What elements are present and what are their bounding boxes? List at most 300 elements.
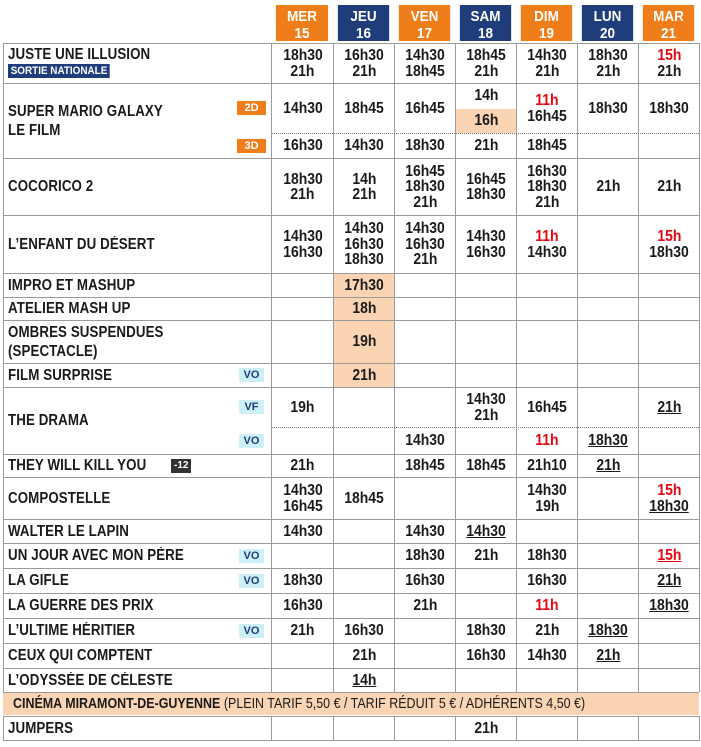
film-title: OMBRES SUSPENDUES — [8, 323, 164, 341]
showtime: 18h45 — [527, 137, 567, 155]
showtime: 16h30 — [282, 243, 323, 261]
showtime: 18h30 — [649, 99, 689, 117]
showtime-cell — [639, 478, 699, 519]
showtime-cell — [456, 109, 516, 133]
column-divider — [3, 43, 4, 692]
showtime: 18h30 — [649, 597, 689, 615]
showtime-cell — [334, 717, 394, 740]
film-title: UN JOUR AVEC MON PÈRE — [8, 547, 184, 564]
showtime: 14h30 — [405, 522, 445, 540]
film-title: JUMPERS — [8, 719, 74, 737]
showtime-cell — [639, 644, 699, 668]
showtime-cell — [639, 159, 699, 215]
column-divider — [577, 43, 578, 692]
showtime: 14h30 — [282, 482, 323, 499]
day-number: 20 — [599, 25, 616, 42]
showtime-cell — [456, 321, 516, 363]
film-title: THE DRAMA — [8, 412, 89, 429]
showtime-cell — [639, 216, 699, 273]
showtime-cell — [272, 428, 333, 454]
showtime: 14h30 — [527, 482, 567, 499]
showtime: 14h30 — [527, 47, 567, 64]
showtime: 16h45 — [466, 170, 506, 188]
showtime-cell — [639, 569, 699, 593]
showtime-cell — [517, 159, 577, 215]
showtime: 21h — [290, 62, 315, 80]
showtime: 16h30 — [344, 47, 384, 64]
column-divider — [271, 716, 272, 741]
showtime-cell — [517, 428, 577, 454]
showtime: 21h — [656, 62, 682, 80]
showtime-cell — [272, 544, 333, 568]
showtime-cell — [334, 84, 394, 133]
showtime-cell — [456, 428, 516, 454]
showtime-cell — [456, 364, 516, 387]
showtime-cell — [578, 44, 638, 83]
showtime-cell — [517, 44, 577, 83]
language-tag-vo: VO — [239, 368, 264, 382]
showtime: 21h — [473, 137, 499, 155]
showtime-cell — [395, 478, 455, 519]
showtime-cell — [334, 364, 394, 387]
showtime: 15h — [656, 482, 682, 499]
showtime-cell — [334, 388, 394, 427]
showtime: 16h30 — [282, 137, 323, 155]
showtime-cell — [456, 274, 516, 297]
day-name: MAR — [653, 8, 684, 25]
day-number: 16 — [355, 25, 372, 42]
showtime-cell — [517, 717, 577, 740]
showtime: 11h — [535, 228, 559, 245]
day-name: JEU — [350, 8, 377, 25]
showtime-cell — [334, 478, 394, 519]
showtime: 21h — [473, 547, 499, 565]
showtime: 16h — [473, 112, 499, 130]
day-number: 19 — [538, 25, 555, 42]
showtime: 14h — [473, 87, 499, 105]
showtime: 21h — [473, 62, 499, 80]
showtime-cell — [578, 388, 638, 427]
showtime-cell — [395, 159, 455, 215]
column-divider — [699, 43, 700, 692]
showtime-cell — [578, 364, 638, 387]
showtime-cell — [334, 669, 394, 692]
showtime: 11h — [535, 92, 559, 109]
showtime-cell — [578, 594, 638, 618]
language-tag-vo: VO — [239, 434, 264, 448]
language-tag-vf: VF — [239, 400, 264, 414]
showtime-cell — [334, 644, 394, 668]
showtime: 18h30 — [282, 572, 323, 590]
showtime-cell — [639, 717, 699, 740]
showtime-cell — [517, 520, 577, 543]
showtime-cell — [272, 364, 333, 387]
showtime: 19h — [534, 497, 560, 515]
column-divider — [516, 43, 517, 692]
showtime-cell — [334, 594, 394, 618]
showtime-cell — [578, 644, 638, 668]
showtime-cell — [456, 134, 516, 158]
showtime-cell — [272, 388, 333, 427]
showtime-cell — [578, 520, 638, 543]
showtime: 18h45 — [405, 62, 445, 80]
showtime: 16h30 — [344, 622, 384, 640]
film-title: COMPOSTELLE — [8, 489, 111, 507]
showtime-cell — [272, 520, 333, 543]
showtime-cell — [456, 388, 516, 427]
film-title: L’ULTIME HÉRITIER — [8, 622, 136, 639]
film-title: L’ENFANT DU DÉSERT — [8, 235, 155, 253]
showtime: 21h — [290, 622, 315, 640]
showtime: 21h — [351, 186, 377, 203]
showtime-cell — [272, 44, 333, 83]
showtime-cell — [639, 619, 699, 643]
showtime: 16h45 — [405, 162, 445, 180]
showtime-cell — [395, 134, 455, 158]
showtime: 18h30 — [405, 137, 445, 155]
showtime: 16h30 — [527, 162, 567, 180]
showtime-cell — [272, 455, 333, 477]
showtime-cell — [578, 619, 638, 643]
showtime: 14h30 — [405, 432, 445, 450]
showtime-cell — [395, 594, 455, 618]
showtime-cell — [639, 274, 699, 297]
showtime: 16h45 — [405, 99, 445, 117]
showtime: 16h30 — [466, 243, 506, 261]
showtime-cell — [272, 619, 333, 643]
film-title: IMPRO ET MASHUP — [8, 276, 136, 294]
showtime: 21h — [656, 178, 682, 196]
showtime-cell — [639, 321, 699, 363]
showtime: 21h — [473, 406, 499, 424]
showtime-cell — [639, 669, 699, 692]
showtime: 14h30 — [405, 220, 445, 238]
showtime: 18h45 — [466, 47, 506, 64]
day-header-dim — [521, 5, 572, 41]
column-divider — [455, 716, 456, 741]
showtime-cell — [395, 520, 455, 543]
showtime: 14h30 — [344, 137, 384, 155]
cinema-name: CINÉMA MIRAMONT-DE-GUYENNE — [13, 696, 221, 712]
showtime-cell — [272, 159, 333, 215]
showtime-cell — [334, 159, 394, 215]
showtime-cell — [395, 364, 455, 387]
column-divider — [455, 43, 456, 692]
showtime-cell — [517, 216, 577, 273]
showtime: 18h30 — [405, 178, 445, 196]
column-divider — [577, 716, 578, 741]
showtime-cell — [456, 717, 516, 740]
showtime-cell — [395, 544, 455, 568]
showtime: 19h — [290, 398, 315, 416]
showtime: 14h30 — [466, 228, 506, 245]
film-title: CEUX QUI COMPTENT — [8, 647, 153, 664]
showtime-cell — [639, 388, 699, 427]
showtime: 21h — [534, 62, 560, 80]
showtime-cell — [334, 274, 394, 297]
showtime-cell — [272, 569, 333, 593]
showtime: 17h30 — [344, 276, 384, 294]
showtime: 16h45 — [527, 107, 567, 125]
showtime-cell — [456, 478, 516, 519]
language-tag-vo: VO — [239, 549, 264, 563]
column-divider — [333, 716, 334, 741]
showtime-cell — [334, 134, 394, 158]
showtime-cell — [334, 569, 394, 593]
showtime: 21h — [595, 647, 621, 665]
showtime: 18h30 — [588, 432, 628, 450]
showtime-cell — [395, 44, 455, 83]
showtime-cell — [395, 644, 455, 668]
showtime: 14h30 — [466, 522, 506, 540]
showtime-cell — [456, 644, 516, 668]
showtime: 21h — [473, 719, 499, 737]
showtime-cell — [272, 594, 333, 618]
showtime-cell — [334, 544, 394, 568]
showtime-cell — [578, 321, 638, 363]
showtime-cell — [334, 619, 394, 643]
showtime: 18h45 — [344, 99, 384, 117]
day-name: LUN — [593, 8, 622, 25]
film-title: LA GIFLE — [8, 572, 69, 589]
showtime: 21h — [351, 366, 377, 384]
showtime-cell — [578, 298, 638, 320]
showtime: 18h30 — [588, 47, 628, 64]
showtime: 11h — [535, 597, 559, 615]
showtime-cell — [639, 544, 699, 568]
showtime: 21h — [412, 597, 438, 615]
showtime: 14h — [351, 170, 377, 188]
film-title: SUPER MARIO GALAXY — [8, 102, 163, 120]
showtime-cell — [639, 298, 699, 320]
day-name: MER — [286, 8, 318, 25]
day-number: 15 — [294, 25, 310, 42]
showtime-cell — [272, 717, 333, 740]
showtime-cell — [334, 216, 394, 273]
showtime-cell — [334, 321, 394, 363]
showtime-cell — [456, 84, 516, 108]
showtime-cell — [517, 569, 577, 593]
film-title: L’ODYSSÉE DE CÉLESTE — [8, 671, 173, 689]
day-number: 18 — [477, 25, 494, 42]
showtime-cell — [578, 274, 638, 297]
showtime-cell — [578, 216, 638, 273]
ticket-prices: (PLEIN TARIF 5,50 € / TARIF RÉDUIT 5 € / ADHÉRENTS 4,50 €) — [220, 696, 586, 712]
showtime-cell — [272, 478, 333, 519]
showtime: 16h30 — [405, 572, 445, 590]
age-rating-badge: -12 — [171, 459, 191, 473]
showtime-cell — [334, 44, 394, 83]
column-divider — [638, 716, 639, 741]
showtime-cell — [395, 428, 455, 454]
showtime-cell — [395, 569, 455, 593]
showtime-cell — [456, 44, 516, 83]
showtime-cell — [395, 619, 455, 643]
showtime-cell — [517, 84, 577, 133]
showtime: 18h30 — [649, 243, 689, 261]
showtime-cell — [517, 364, 577, 387]
showtime: 21h — [595, 178, 621, 196]
showtime: 21h — [351, 647, 377, 665]
showtime-cell — [456, 159, 516, 215]
showtime-cell — [517, 321, 577, 363]
showtime-cell — [578, 159, 638, 215]
showtime-cell — [334, 520, 394, 543]
film-title: ATELIER MASH UP — [8, 300, 131, 317]
day-name: DIM — [534, 8, 559, 25]
column-divider — [638, 43, 639, 692]
film-title: THEY WILL KILL YOU — [8, 457, 147, 474]
showtime-cell — [578, 428, 638, 454]
showtime: 18h — [351, 300, 377, 318]
showtime-cell — [639, 455, 699, 477]
column-divider — [394, 716, 395, 741]
format-tag-3d: 3D — [237, 139, 266, 153]
showtime-cell — [272, 669, 333, 692]
showtime-cell — [639, 134, 699, 158]
showtime: 18h30 — [282, 170, 323, 188]
showtime-cell — [517, 669, 577, 692]
showtime: 18h30 — [649, 497, 689, 515]
showtime-cell — [395, 274, 455, 297]
day-header-mar — [643, 5, 694, 41]
showtime-cell — [578, 134, 638, 158]
column-divider — [271, 43, 272, 692]
film-title: FILM SURPRISE — [8, 366, 113, 384]
showtime: 14h30 — [282, 99, 323, 117]
showtime-cell — [639, 594, 699, 618]
showtime: 21h — [595, 62, 621, 80]
cinema-banner — [3, 693, 699, 715]
showtime: 16h45 — [527, 398, 567, 416]
showtime-cell — [395, 669, 455, 692]
showtime: 21h — [656, 398, 682, 416]
showtime: 21h — [412, 193, 438, 211]
showtime: 14h30 — [344, 220, 384, 238]
film-title: LE FILM — [8, 121, 61, 139]
showtime: 21h — [595, 457, 621, 475]
showtime: 21h — [412, 251, 438, 269]
day-number: 21 — [660, 25, 677, 42]
showtime-cell — [578, 455, 638, 477]
row-divider — [3, 740, 699, 741]
showtime-cell — [272, 84, 333, 133]
showtime: 15h — [656, 228, 682, 245]
showtime: 19h — [351, 333, 377, 351]
showtime: 16h30 — [405, 235, 445, 253]
showtime: 14h30 — [466, 391, 506, 408]
showtime-cell — [578, 669, 638, 692]
showtime: 14h30 — [282, 228, 323, 245]
showtime-cell — [456, 298, 516, 320]
language-tag-vo: VO — [239, 574, 264, 588]
showtime: 21h — [534, 193, 560, 211]
showtime-cell — [578, 717, 638, 740]
showtime-cell — [517, 134, 577, 158]
showtime: 18h45 — [466, 457, 506, 475]
showtime: 18h30 — [588, 622, 628, 640]
showtime-cell — [639, 428, 699, 454]
showtime-cell — [272, 274, 333, 297]
showtime-cell — [517, 298, 577, 320]
showtime-cell — [456, 619, 516, 643]
showtime-cell — [517, 544, 577, 568]
release-badge: SORTIE NATIONALE — [8, 64, 110, 78]
showtime: 18h30 — [344, 251, 384, 269]
film-title: COCORICO 2 — [8, 178, 94, 195]
column-divider — [516, 716, 517, 741]
showtime: 18h30 — [282, 47, 323, 64]
showtime-cell — [395, 388, 455, 427]
showtime: 14h30 — [527, 647, 567, 665]
showtime-cell — [456, 669, 516, 692]
showtime: 14h30 — [405, 47, 445, 64]
format-tag-2d: 2D — [237, 101, 266, 115]
showtime-cell — [517, 388, 577, 427]
showtime: 21h — [656, 572, 682, 590]
showtime: 18h30 — [527, 547, 567, 565]
showtime-cell — [456, 569, 516, 593]
showtime-cell — [395, 717, 455, 740]
showtime-cell — [272, 216, 333, 273]
showtime: 15h — [656, 547, 682, 565]
showtime: 14h30 — [527, 243, 567, 261]
showtime: 18h45 — [405, 457, 445, 475]
film-title: (SPECTACLE) — [8, 342, 98, 360]
showtime: 14h — [351, 671, 377, 689]
day-header-sam — [460, 5, 511, 41]
showtime-cell — [517, 644, 577, 668]
showtime-cell — [639, 44, 699, 83]
showtime-cell — [578, 544, 638, 568]
showtime-cell — [517, 455, 577, 477]
column-divider — [3, 716, 4, 741]
showtime: 16h30 — [466, 647, 506, 665]
showtime-cell — [578, 478, 638, 519]
banner-text — [13, 696, 585, 712]
showtime-cell — [334, 428, 394, 454]
showtime-cell — [456, 544, 516, 568]
film-title: LA GUERRE DES PRIX — [8, 597, 154, 614]
showtime: 14h30 — [282, 522, 323, 540]
day-number: 17 — [416, 25, 433, 42]
showtime: 16h30 — [282, 597, 323, 615]
language-tag-vo: VO — [239, 624, 264, 638]
day-header-lun — [582, 5, 633, 41]
showtime-cell — [456, 594, 516, 618]
showtime-cell — [395, 298, 455, 320]
showtime-cell — [395, 455, 455, 477]
showtime: 21h — [290, 186, 315, 203]
showtime-cell — [272, 644, 333, 668]
row-divider — [3, 716, 699, 717]
day-name: VEN — [410, 8, 439, 25]
showtime-cell — [639, 84, 699, 133]
subrow-divider — [271, 427, 699, 428]
showtime: 16h30 — [344, 235, 384, 253]
showtime-cell — [395, 84, 455, 133]
showtime-cell — [578, 569, 638, 593]
showtime: 11h — [535, 432, 559, 450]
showtime-cell — [517, 478, 577, 519]
day-header-jeu — [338, 5, 389, 41]
showtime: 18h30 — [466, 622, 506, 640]
showtime-cell — [456, 520, 516, 543]
showtime-cell — [517, 594, 577, 618]
showtime-cell — [334, 455, 394, 477]
showtime: 18h30 — [588, 99, 628, 117]
subrow-divider — [271, 133, 699, 134]
